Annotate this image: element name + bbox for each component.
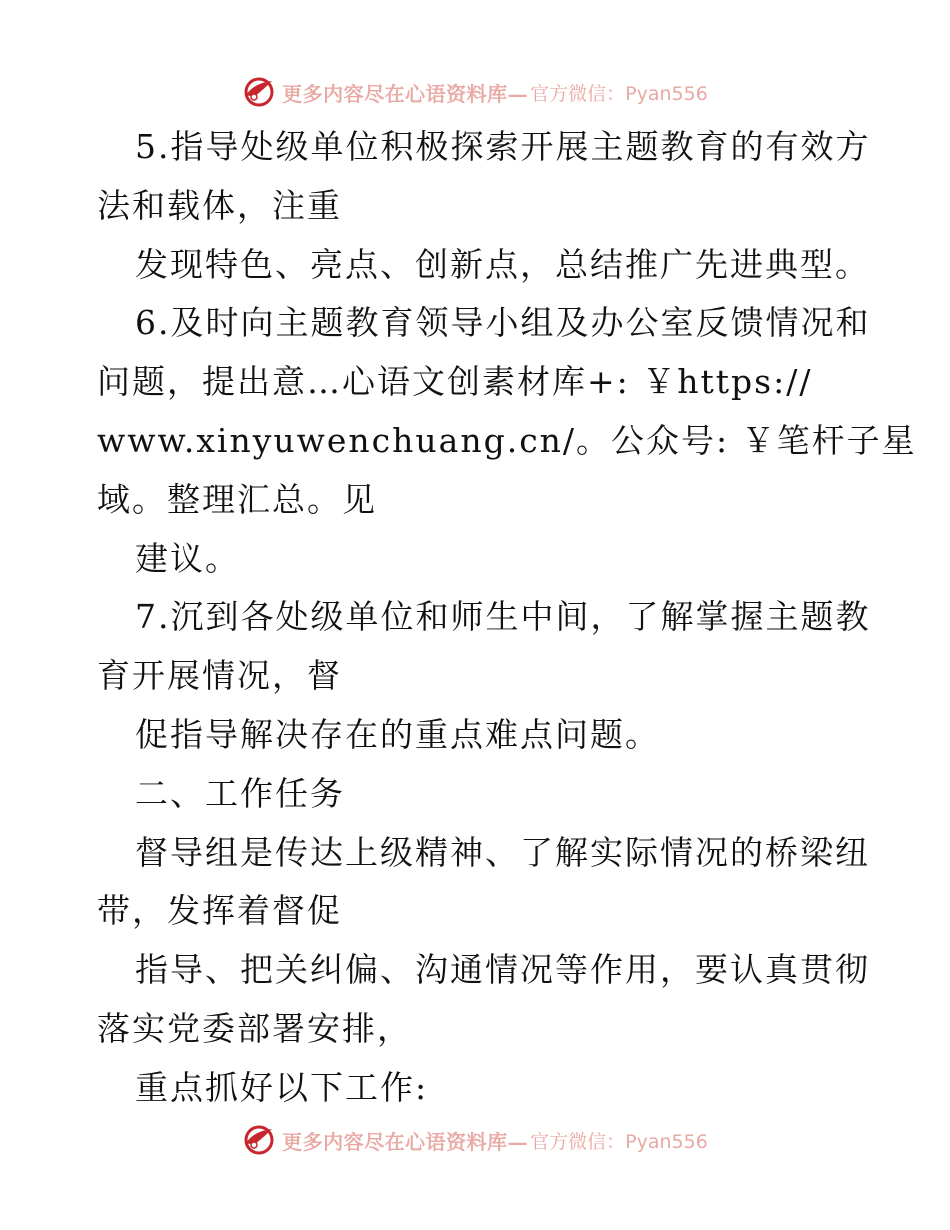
body-line: 7.沉到各处级单位和师生中间，了解掌握主题教 <box>135 597 871 637</box>
body-line: 5.指导处级单位积极探索开展主题教育的有效方 <box>135 127 871 166</box>
pen-logo-icon <box>242 1123 276 1157</box>
body-line: 重点抓好以下工作: <box>135 1067 429 1107</box>
body-line: 促指导解决存在的重点难点问题。 <box>135 714 660 754</box>
body-line: 落实党委部署安排， <box>97 1008 412 1048</box>
body-line: 域。整理汇总。见 <box>97 479 377 519</box>
body-line: 6.及时向主题教育领导小组及办公室反馈情况和 <box>135 303 871 343</box>
header-banner-text: 更多内容尽在心语资料库— <box>282 81 529 106</box>
header-banner <box>0 72 950 112</box>
footer-banner <box>0 1120 950 1160</box>
body-line: 问题，提出意…心语文创素材库+: ￥https:// <box>97 362 813 402</box>
body-line: 法和载体，注重 <box>97 185 342 225</box>
body-line: www.xinyuwenchuang.cn/。公众号: ￥笔杆子星 <box>97 420 917 460</box>
footer-banner-text: 更多内容尽在心语资料库— <box>282 1129 529 1154</box>
body-line: 发现特色、亮点、创新点，总结推广先进典型。 <box>135 244 870 284</box>
body-line: 督导组是传达上级精神、了解实际情况的桥梁纽 <box>135 832 870 872</box>
header-banner-wechat: 官方微信：Pyan556 <box>530 82 708 105</box>
document-body <box>97 118 917 1118</box>
body-line: 育开展情况，督 <box>97 656 342 696</box>
body-line: 建议。 <box>135 538 240 578</box>
footer-banner-wechat: 官方微信：Pyan556 <box>530 1130 708 1153</box>
pen-logo-icon <box>242 75 276 109</box>
body-line: 指导、把关纠偏、沟通情况等作用，要认真贯彻 <box>135 950 870 990</box>
section-heading: 二、工作任务 <box>135 773 345 813</box>
body-line: 带，发挥着督促 <box>97 891 342 931</box>
